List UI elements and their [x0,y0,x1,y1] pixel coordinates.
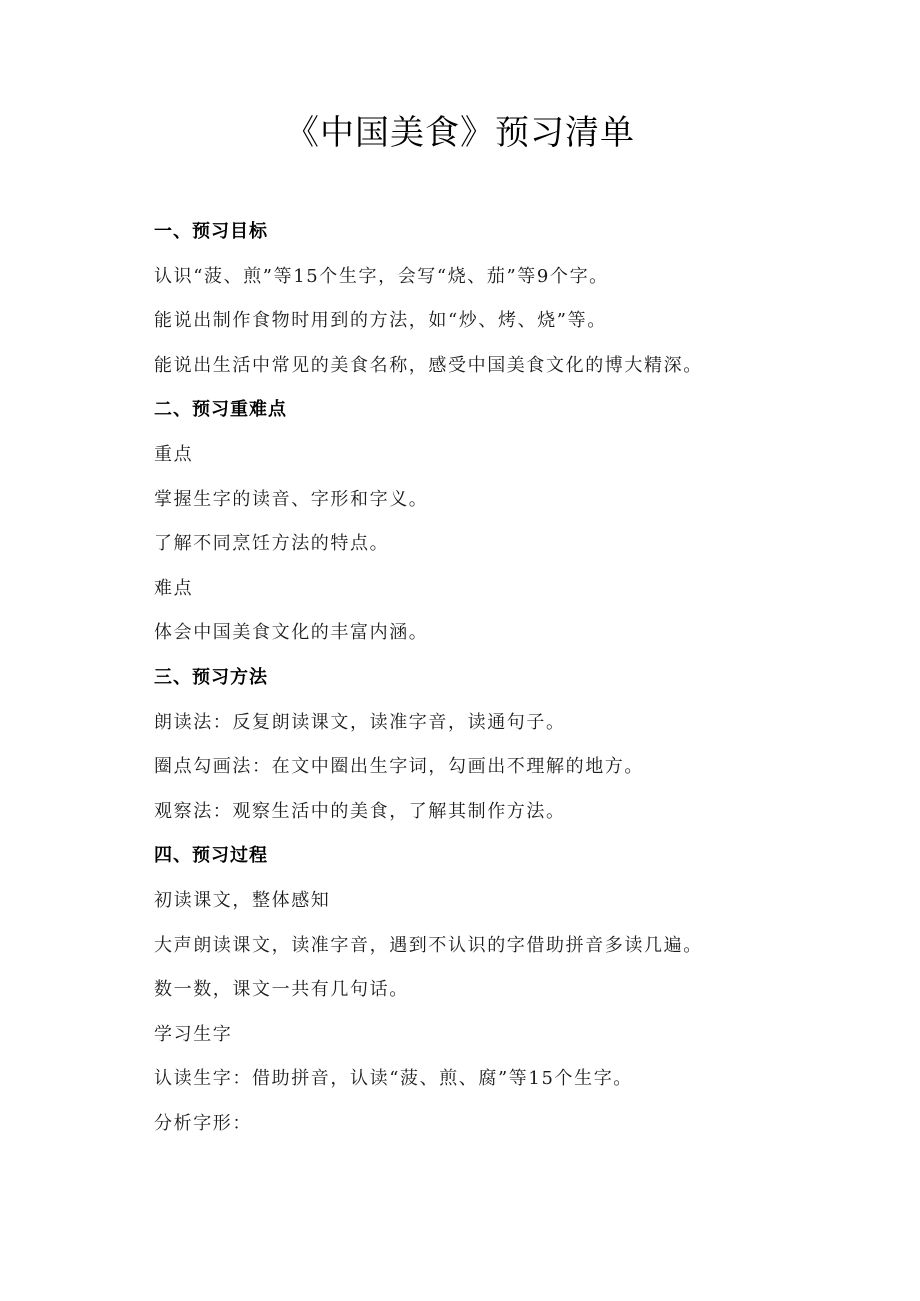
paragraph-line: 观察法：观察生活中的美食，了解其制作方法。 [154,800,566,822]
paragraph-line: 体会中国美食文化的丰富内涵。 [154,622,429,644]
subheading-learn-characters: 学习生字 [154,1023,233,1045]
subheading-key: 重点 [154,443,194,465]
paragraph-line: 认读生字：借助拼音，认读“菠、煎、腐”等15个生字。 [154,1068,633,1090]
paragraph-line: 朗读法：反复朗读课文，读准字音，读通句子。 [154,711,566,733]
paragraph-line: 分析字形： [154,1112,252,1134]
section-heading-goals: 一、预习目标 [154,221,268,242]
paragraph-line: 了解不同烹饪方法的特点。 [154,533,390,555]
paragraph-line: 圈点勾画法：在文中圈出生字词，勾画出不理解的地方。 [154,756,644,778]
document-body [154,219,854,1155]
section-heading-process: 四、预习过程 [154,845,268,867]
document-title: 《中国美食》预习清单 [285,113,635,153]
paragraph-line: 大声朗读课文，读准字音，遇到不认识的字借助拼音多读几遍。 [154,934,703,956]
subheading-difficult: 难点 [154,577,194,599]
paragraph-line: 掌握生字的读音、字形和字义。 [154,488,429,510]
paragraph-line: 认识“菠、煎”等15个生字，会写“烧、茄”等9个字。 [154,265,609,287]
subheading-first-read: 初读课文，整体感知 [154,889,331,911]
section-heading-key-points: 二、预习重难点 [154,399,287,421]
section-heading-methods: 三、预习方法 [154,666,268,688]
paragraph-line: 能说出生活中常见的美食名称，感受中国美食文化的博大精深。 [154,354,703,376]
paragraph-line: 数一数，课文一共有几句话。 [154,979,409,1001]
paragraph-line: 能说出制作食物时用到的方法，如“炒、烤、烧”等。 [154,310,607,332]
